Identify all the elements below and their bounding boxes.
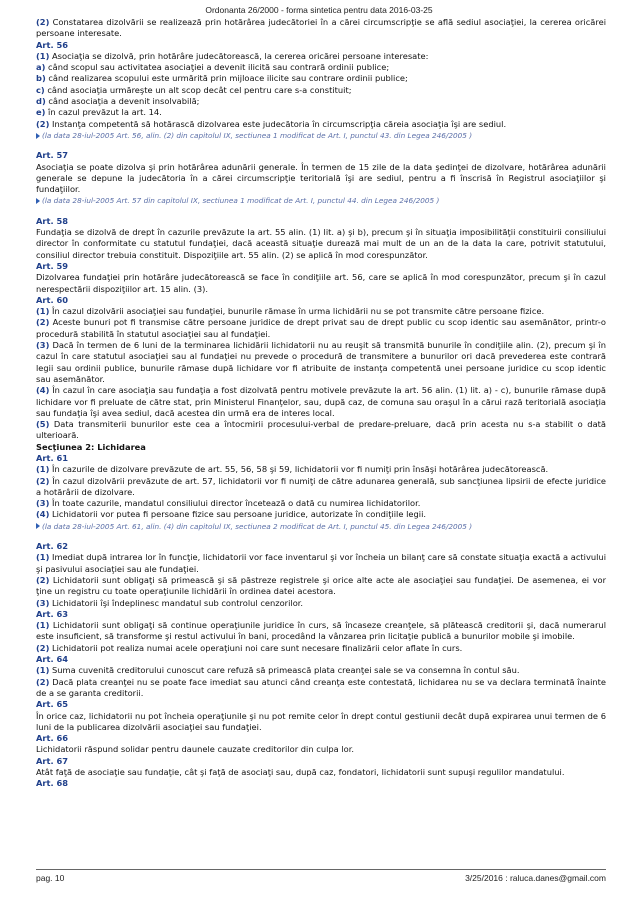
- paragraph-number: (2): [36, 475, 50, 486]
- page-number: pag. 10: [36, 873, 65, 883]
- paragraph-text: Lichidatorii îşi îndeplinesc mandatul sub controlul cenzorilor.: [49, 597, 304, 608]
- paragraph-text: Dacă în termen de 6 luni de la terminarea lichidării lichidatorii nu au reuşit să transmită bunurile în condiţiile alin. (2), precum şi în cazul în care statutul asociaţiei sau al fundaţiei nu prevede o procedură de transmitere a bunurilor ori dacă prevederea este contrară legii sau ordinii publice, bunurile rămase după lichidare vor fi atribuite de instanţa competentă unei persoane juridice cu scop identic sau asemănător.: [36, 340, 606, 384]
- paragraph-text: când scopul sau activitatea asociaţiei a devenit ilicită sau contrară ordinii publice;: [45, 62, 390, 73]
- article-heading: Art. 64: [36, 654, 69, 665]
- paragraph-text: Instanţa competentă să hotărască dizolvarea este judecătoria în circumscripţia căreia asociaţia îşi are sediul.: [49, 118, 507, 129]
- paragraph-text: când realizarea scopului este urmărită prin mijloace ilicite sau contrare ordinii publice;: [45, 73, 408, 84]
- paragraph-text: când asociaţia a devenit insolvabilă;: [45, 96, 200, 107]
- paragraph-text: Imediat după intrarea lor în funcţie, lichidatorii vor face inventarul şi vor încheia un bilanţ care să constate situaţia exactă a activului şi pasivului asociaţiei sau ale fundaţiei.: [36, 552, 606, 574]
- paragraph-number: (1): [36, 306, 50, 317]
- spacer: [36, 532, 606, 541]
- paragraph-number: (2): [36, 642, 50, 653]
- paragraph: [36, 711, 606, 734]
- paragraph-text: Asociaţia se poate dizolva şi prin hotărârea adunării generale. În termen de 15 zile de la data şedinţei de dizolvare, hotărârea adunării generale se depune la judecătoria în a cărei circumscripţie teritorială îşi are sediul, pentru a fi înscrisă în Registrul asociaţiilor şi fundaţiilor.: [36, 161, 606, 195]
- paragraph-number: c): [36, 84, 45, 95]
- article-heading: Art. 57: [36, 150, 69, 161]
- amendment-note: [36, 130, 606, 141]
- paragraph-text: În cazul dizolvării prevăzute de art. 57, lichidatorii vor fi numiţi de către adunarea generală, sub sancţiunea lipsirii de efecte juridice a hotărârii de dizolvare.: [36, 475, 606, 497]
- paragraph-number: e): [36, 107, 46, 118]
- paragraph-number: (3): [36, 340, 50, 351]
- triangle-right-icon: [36, 133, 40, 139]
- amendment-note: [36, 521, 606, 532]
- paragraph: [36, 162, 606, 196]
- paragraph-text: Aceste bunuri pot fi transmise către persoane juridice de drept privat sau de drept public cu scop identic sau asemănător, printr-o procedură stabilită în statutul asociaţiei sau al fundaţiei.: [36, 317, 606, 339]
- article-heading: Art. 68: [36, 778, 69, 789]
- paragraph: [36, 677, 606, 700]
- paragraph-text: În cazul dizolvării asociaţiei sau fundaţiei, bunurile rămase în urma lichidării nu se pot transmite către persoane fizice.: [49, 306, 545, 317]
- article-heading: Art. 56: [36, 39, 69, 50]
- paragraph-number: (4): [36, 509, 50, 520]
- paragraph: [36, 744, 606, 755]
- amendment-note-text: (la data 28-iul-2005 Art. 57 din capitolul IX, sectiunea 1 modificat de Art. I, punctul 44. din Legea 246/2005 ): [42, 196, 440, 206]
- paragraph: [36, 272, 606, 295]
- paragraph-number: d): [36, 96, 46, 107]
- paragraph: [36, 119, 606, 130]
- paragraph: [36, 665, 606, 676]
- paragraph: [36, 85, 606, 96]
- paragraph-text: Atât faţă de asociaţie sau fundaţie, cât şi faţă de asociaţi sau, după caz, fondatori, lichidatorii sunt supuşi regulilor mandatului.: [36, 767, 565, 777]
- article-heading: Art. 63: [36, 608, 69, 619]
- article-heading: Art. 60: [36, 294, 69, 305]
- paragraph: [36, 96, 606, 107]
- paragraph-text: În toate cazurile, mandatul consiliului director încetează o dată cu numirea lichidatorilor.: [49, 498, 421, 509]
- paragraph-number: (2): [36, 317, 50, 328]
- page-header: Ordonanta 26/2000 - forma sintetica pentru data 2016-03-25: [205, 5, 433, 15]
- paragraph-number: (4): [36, 385, 50, 396]
- paragraph: [36, 62, 606, 73]
- paragraph-text: când asociaţia urmăreşte un alt scop decât cel pentru care s-a constituit;: [44, 84, 352, 95]
- paragraph-number: (5): [36, 419, 50, 430]
- paragraph: [36, 227, 606, 261]
- paragraph-number: a): [36, 62, 46, 73]
- spacer: [36, 141, 606, 150]
- paragraph: [36, 552, 606, 575]
- paragraph: [36, 767, 606, 778]
- document-body: [36, 17, 606, 790]
- amendment-note: [36, 195, 606, 206]
- paragraph-number: (2): [36, 574, 50, 585]
- paragraph: [36, 17, 606, 40]
- paragraph: [36, 464, 606, 475]
- paragraph-text: Asociaţia se dizolvă, prin hotărâre judecătorească, la cererea oricărei persoane interesate:: [49, 50, 429, 61]
- paragraph-text: Lichidatorii vor putea fi persoane fizice sau persoane juridice, autorizate în condiţiile legii.: [49, 509, 427, 520]
- paragraph-text: Data transmiterii bunurilor este cea a întocmirii procesului-verbal de predare-preluare, dacă prin acesta nu s-a stabilit o dată ulterioară.: [36, 419, 606, 441]
- paragraph: [36, 498, 606, 509]
- amendment-note-text: (la data 28-iul-2005 Art. 56, alin. (2) din capitolul IX, sectiunea 1 modificat de Art. I, punctul 43. din Legea 246/2005 ): [42, 130, 473, 140]
- paragraph: [36, 317, 606, 340]
- footer-divider: [36, 869, 606, 870]
- paragraph-number: (2): [36, 17, 50, 27]
- article-heading: Art. 65: [36, 699, 69, 710]
- paragraph: [36, 73, 606, 84]
- paragraph: [36, 476, 606, 499]
- paragraph: [36, 419, 606, 442]
- paragraph-text: Lichidatorii pot realiza numai acele operaţiuni noi care sunt necesare finalizării celor aflate în curs.: [49, 642, 463, 653]
- paragraph-text: În cazul în care asociaţia sau fundaţia a fost dizolvată pentru motivele prevăzute la art. 56 alin. (1) lit. a) - c), bunurile rămase după lichidare vor fi preluate de către stat, prin Ministerul Finanţelor, sau, după caz, de comuna sau oraşul în a cărui rază teritorială asociaţia sau fundaţia îşi avea sediul, dacă acestea din urmă era de interes local.: [36, 385, 606, 418]
- paragraph: [36, 575, 606, 598]
- paragraph: [36, 598, 606, 609]
- paragraph-text: în cazul prevăzut la art. 14.: [45, 107, 162, 118]
- paragraph-text: În cazurile de dizolvare prevăzute de art. 55, 56, 58 şi 59, lichidatorii vor fi numiţi prin însăşi hotărârea judecătorească.: [49, 464, 549, 475]
- section-heading: Secţiunea 2: Lichidarea: [36, 441, 146, 452]
- triangle-right-icon: [36, 523, 40, 529]
- paragraph-number: (2): [36, 118, 50, 129]
- paragraph-number: (2): [36, 676, 50, 687]
- paragraph-number: (1): [36, 464, 50, 475]
- paragraph: [36, 340, 606, 385]
- paragraph-number: (3): [36, 498, 50, 509]
- paragraph: [36, 643, 606, 654]
- article-heading: Art. 59: [36, 260, 69, 271]
- article-heading: Art. 67: [36, 755, 69, 766]
- footer-date-email: 3/25/2016 : raluca.danes@gmail.com: [465, 873, 606, 883]
- paragraph: [36, 509, 606, 520]
- paragraph-number: b): [36, 73, 46, 84]
- paragraph-number: (3): [36, 597, 50, 608]
- paragraph-text: Lichidatorii sunt obligaţi să continue operaţiunile juridice în curs, să încaseze creanţele, să plătească creditorii şi, dacă numerarul este insuficient, să transforme şi restul activului în bani, procedând la vânzarea prin licitaţie publică a bunurilor mobile şi imobile.: [36, 620, 606, 642]
- paragraph-number: (1): [36, 665, 50, 676]
- article-heading: Art. 61: [36, 452, 69, 463]
- paragraph: [36, 107, 606, 118]
- paragraph: [36, 51, 606, 62]
- triangle-right-icon: [36, 198, 40, 204]
- paragraph-text: Fundaţia se dizolvă de drept în cazurile prevăzute la art. 55 alin. (1) lit. a) şi b), precum şi în situaţia imposibilităţii constituirii consiliului director în conformitate cu statutul fundaţiei, dacă această situaţie durează mai mult de un an de la data la care, potrivit statutului, consiliul director trebuia constituit. Dispoziţiile art. 55 alin. (2) se aplică în mod corespunzător.: [36, 227, 606, 260]
- paragraph-number: (1): [36, 50, 50, 61]
- spacer: [36, 207, 606, 216]
- paragraph-number: (1): [36, 620, 50, 631]
- paragraph-text: Dacă plata creanţei nu se poate face imediat sau atunci când creanţa este contestată, lichidarea nu se va declara terminată înainte de a se garanta creditorii.: [36, 676, 606, 698]
- paragraph-text: În orice caz, lichidatorii nu pot încheia operaţiunile şi nu pot remite celor în drept contul gestiunii decât după expirarea unui termen de 6 luni de la publicarea dizolvării asociaţiei sau fundaţiei.: [36, 710, 606, 732]
- article-heading: Art. 62: [36, 541, 69, 552]
- paragraph: [36, 306, 606, 317]
- paragraph-text: Lichidatorii sunt obligaţi să primească şi să păstreze registrele şi orice alte acte ale asociaţiei sau fundaţiei. De asemenea, ei vor ţine un registru cu toate operaţiunile lichidării în ordinea datei acestora.: [36, 574, 606, 597]
- paragraph-text: Lichidatorii răspund solidar pentru daunele cauzate creditorilor din culpa lor.: [36, 744, 355, 755]
- paragraph: [36, 620, 606, 643]
- paragraph: [36, 385, 606, 419]
- paragraph-number: (1): [36, 552, 50, 563]
- article-heading: Art. 66: [36, 733, 69, 744]
- paragraph-text: Dizolvarea fundaţiei prin hotărâre judecătorească se face în condiţiile art. 56, care se aplică în mod corespunzător, precum şi în cazul nerespectării dispoziţiilor art. 15 alin. (3).: [36, 272, 606, 294]
- amendment-note-text: (la data 28-iul-2005 Art. 61, alin. (4) din capitolul IX, sectiunea 2 modificat de Art. I, punctul 45. din Legea 246/2005 ): [42, 521, 473, 531]
- paragraph-text: Constatarea dizolvării se realizează prin hotărârea judecătoriei în a cărei circumscripţie se află sediul asociaţiei, la cererea oricărei persoane interesate.: [36, 17, 606, 39]
- paragraph-text: Suma cuvenită creditorului cunoscut care refuză să primească plata creanţei sale se va consemna în contul său.: [49, 665, 520, 676]
- article-heading: Art. 58: [36, 215, 69, 226]
